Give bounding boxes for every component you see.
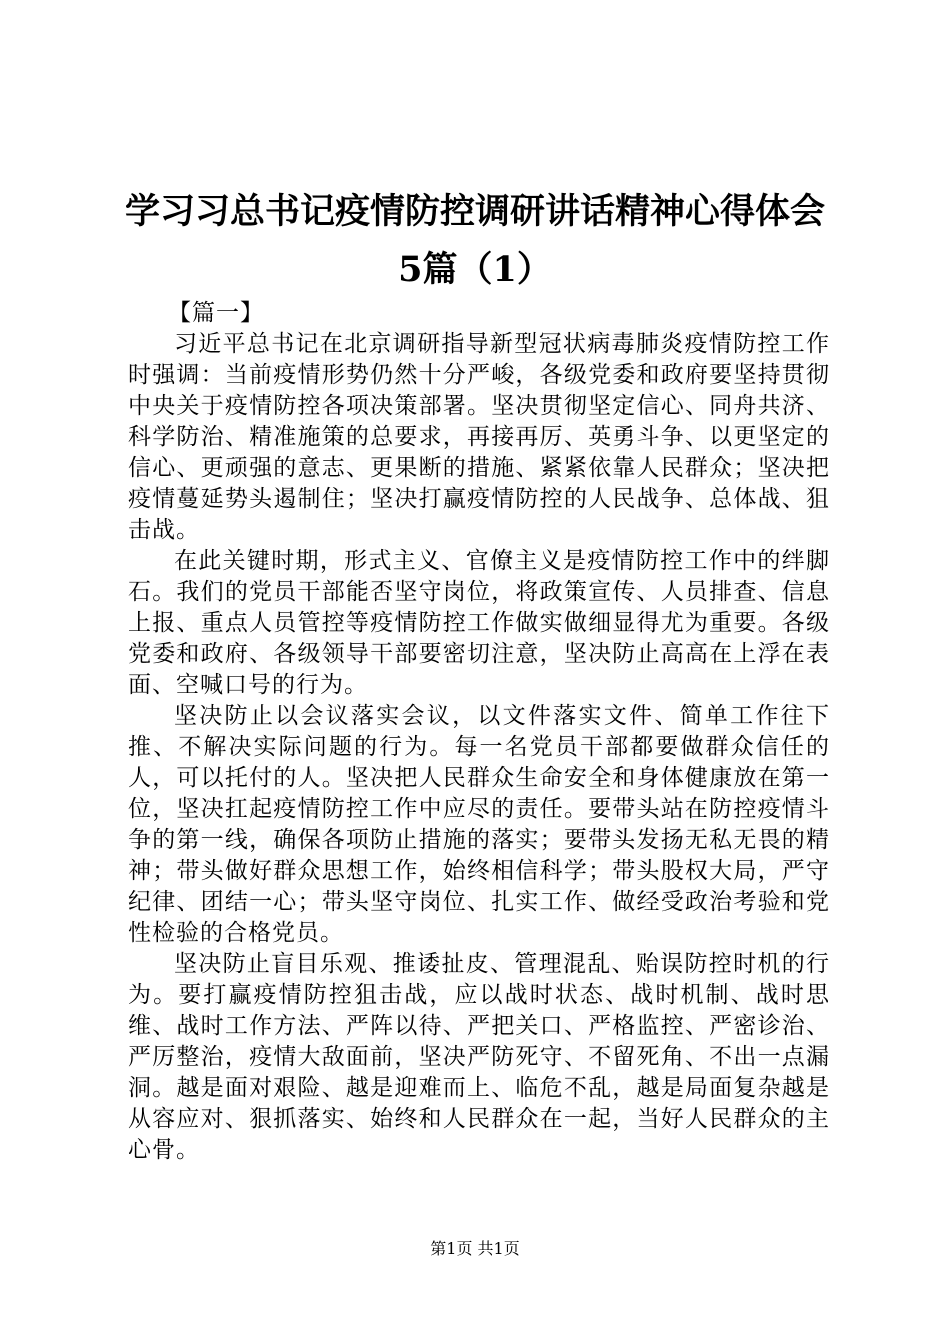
- paragraph: 在此关键时期，形式主义、官僚主义是疫情防控工作中的绊脚石。我们的党员干部能否坚守岗位，将政策宣传、人员排查、信息上报、重点人员管控等疫情防控工作做实做细显得尤为重要。各级党委和政府、各级领导干部要密切注意，坚决防止高高在上浮在表面、空喊口号的行为。: [128, 548, 830, 698]
- paragraph: 坚决防止盲目乐观、推诿扯皮、管理混乱、贻误防控时机的行为。要打赢疫情防控狙击战，应以战时状态、战时机制、战时思维、战时工作方法、严阵以待、严把关口、严格监控、严密诊治、严厉整治，疫情大敌面前，坚决严防死守、不留死角、不出一点漏洞。越是面对艰险、越是迎难而上、临危不乱，越是局面复杂越是从容应对、狠抓落实、始终和人民群众在一起，当好人民群众的主心骨。: [128, 951, 830, 1163]
- section-label: 【篇一】: [168, 300, 264, 326]
- page-footer: 第1页 共1页: [430, 1239, 520, 1258]
- document-title: 学习习总书记疫情防控调研讲话精神心得体会: [124, 191, 825, 232]
- paragraph: 坚决防止以会议落实会议，以文件落实文件、简单工作往下推、不解决实际问题的行为。每一名党员干部都要做群众信任的人，可以托付的人。坚决把人民群众生命安全和身体健康放在第一位，坚决扛起疫情防控工作中应尽的责任。要带头站在防控疫情斗争的第一线，确保各项防止措施的落实；要带头发扬无私无畏的精神；带头做好群众思想工作，始终相信科学；带头股权大局，严守纪律、团结一心；带头坚守岗位、扎实工作、做经受政治考验和党性检验的合格党员。: [128, 703, 830, 946]
- document-title-continued: 5篇（1）: [398, 249, 552, 290]
- document-body: [128, 298, 830, 1166]
- paragraph: 习近平总书记在北京调研指导新型冠状病毒肺炎疫情防控工作时强调：当前疫情形势仍然十分严峻，各级党委和政府要坚持贯彻中央关于疫情防控各项决策部署。坚决贯彻坚定信心、同舟共济、科学防治、精准施策的总要求，再接再厉、英勇斗争、以更坚定的信心、更顽强的意志、更果断的措施、紧紧依靠人民群众；坚决把疫情蔓延势头遏制住；坚决打赢疫情防控的人民战争、总体战、狙击战。: [128, 331, 830, 543]
